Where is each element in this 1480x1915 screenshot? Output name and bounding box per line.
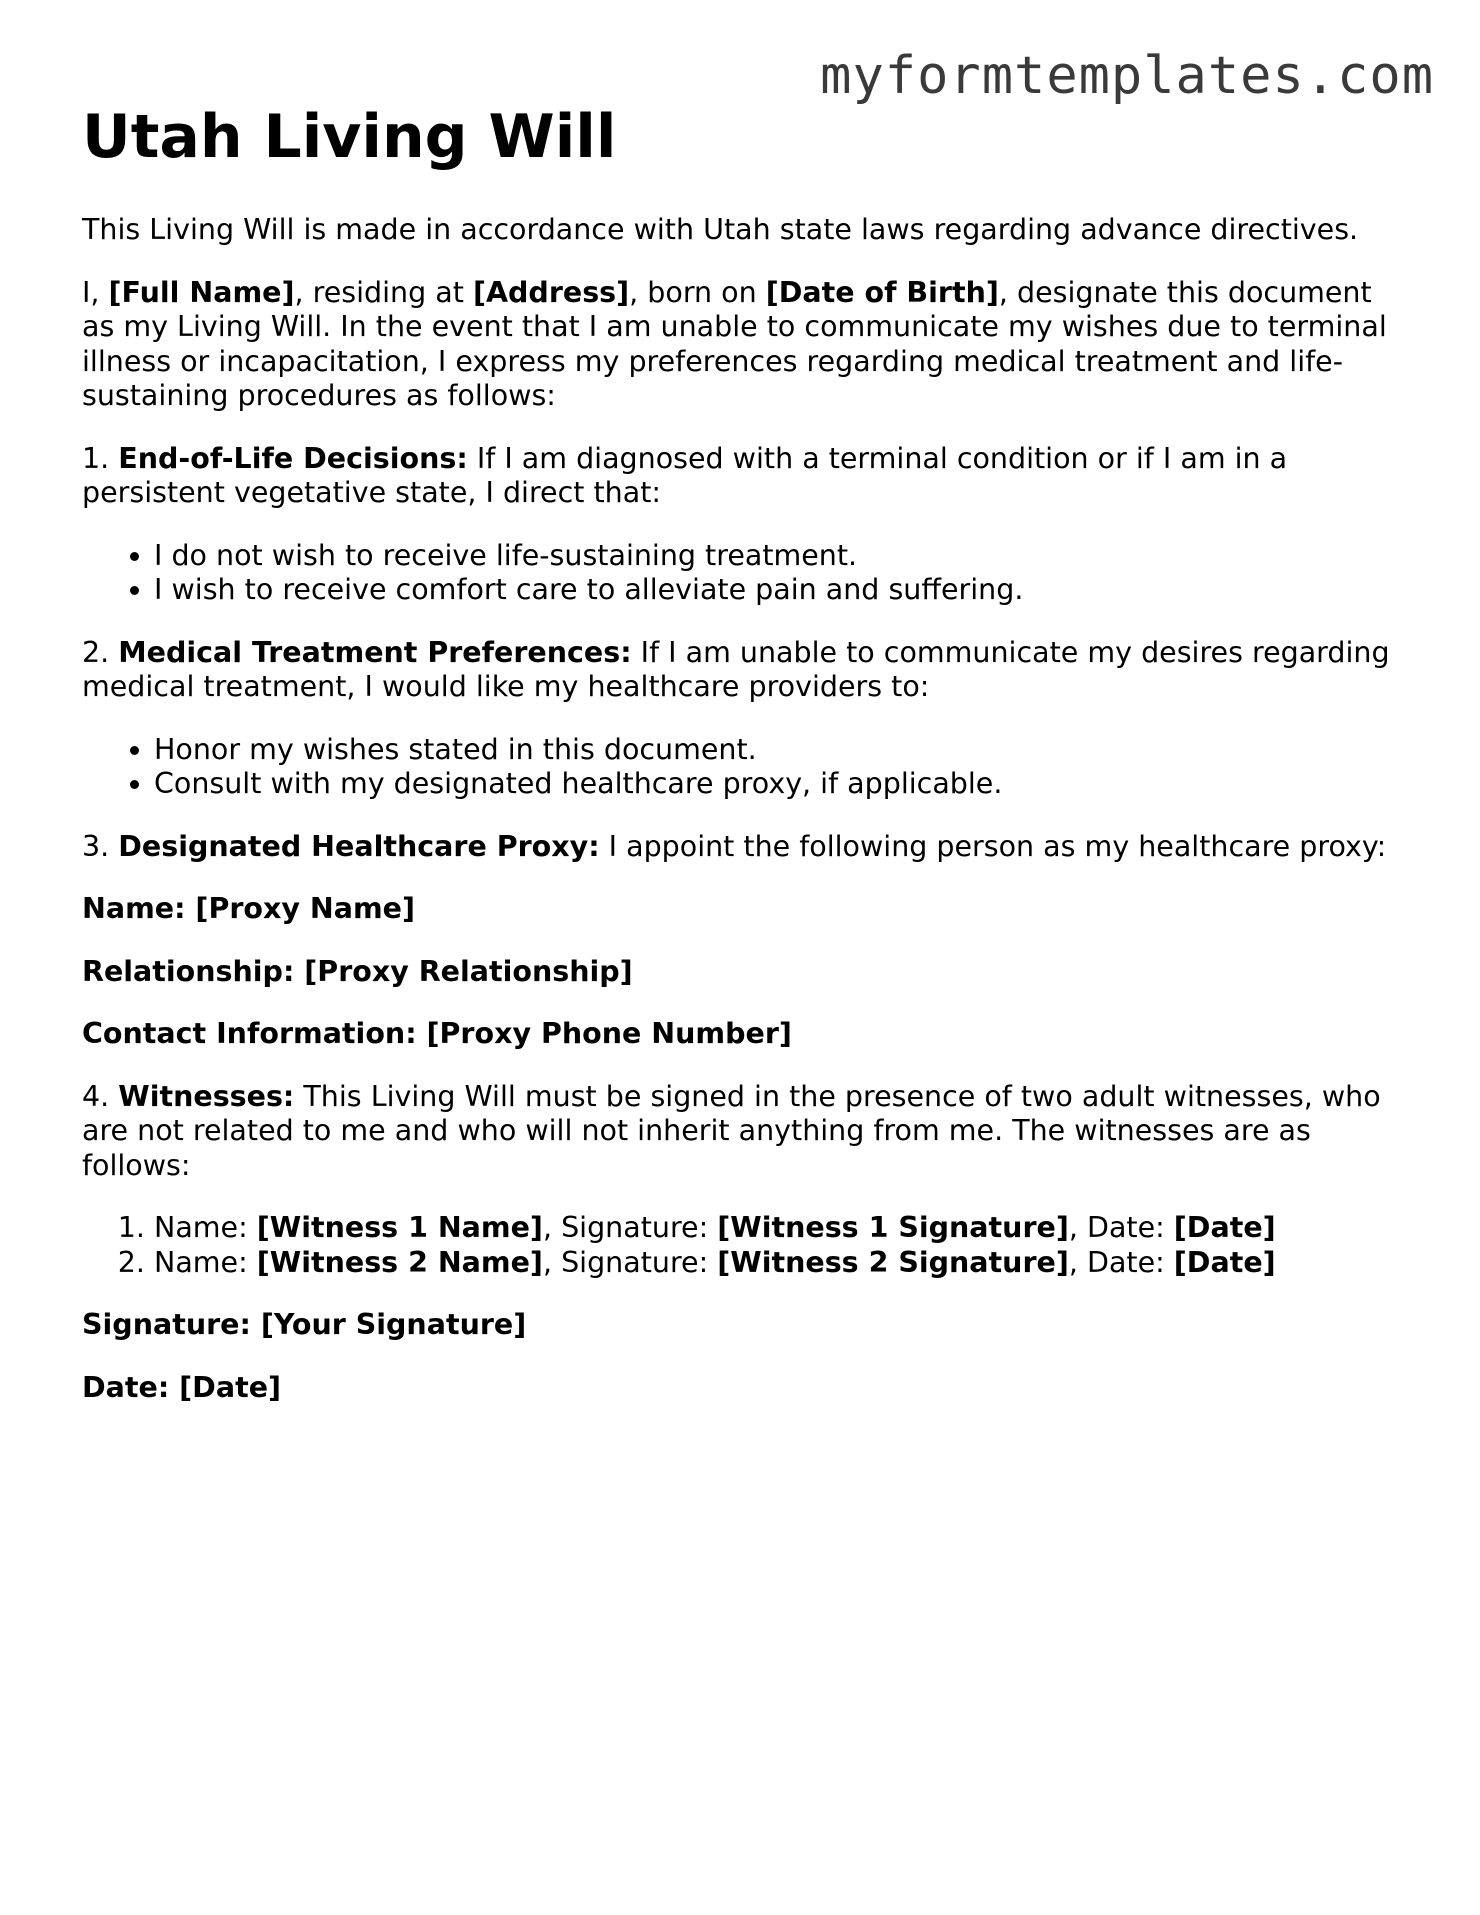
declaration-paragraph [82, 276, 1402, 414]
list-item: • Honor my wishes stated in this document. [154, 733, 1402, 768]
proxy-relationship-field [82, 955, 1402, 990]
witness-name-placeholder: [Witness 1 Name] [256, 1211, 543, 1244]
section-text: This Living Will must be signed in the presence of two adult witnesses, who are not related to me and who will not inherit anything from me. The witnesses are as follows: [82, 1079, 1381, 1182]
section-heading: Witnesses: [118, 1079, 295, 1113]
intro-paragraph: This Living Will is made in accordance with Utah state laws regarding advance directives. [82, 213, 1359, 246]
witness-signature-label: , Signature: [542, 1211, 718, 1244]
declaration-residing: , residing at [294, 275, 473, 309]
proxy-name-field [82, 892, 1402, 927]
section-heading: End-of-Life Decisions: [118, 441, 468, 475]
declaration-prefix: I, [82, 275, 109, 309]
witness-date-placeholder: [Date] [1173, 1211, 1276, 1244]
date-field [82, 1371, 1402, 1406]
section-healthcare-proxy [82, 830, 1402, 865]
document-body [82, 100, 1402, 1433]
list-item: • I wish to receive comfort care to alleviate pain and suffering. [154, 573, 1402, 608]
declaration-rest: , designate this document as my Living Will. In the event that I am unable to communicate my wishes due to terminal illness or incapacitation, I express my preferences regarding medical treatment and life-sustaining procedures as follows: [82, 275, 1387, 412]
witness-name-label: Name: [154, 1211, 257, 1244]
witness-signature-placeholder: [Witness 1 Signature] [717, 1211, 1069, 1244]
witness-date-label: , Date: [1068, 1245, 1174, 1279]
witness-date-placeholder: [Date] [1173, 1245, 1276, 1279]
declaration-born: , born on [629, 275, 766, 309]
proxy-contact-field [82, 1017, 1402, 1052]
medical-treatment-list [82, 733, 1402, 802]
witness-name-placeholder: [Witness 2 Name] [256, 1245, 543, 1279]
section-heading: Designated Healthcare Proxy: [118, 829, 600, 863]
address-placeholder: [Address] [472, 275, 630, 309]
site-watermark: myformtemplates.com [820, 46, 1434, 106]
section-end-of-life [82, 442, 1402, 511]
proxy-contact-label: Contact Information: [Proxy Phone Number] [82, 1017, 792, 1050]
list-item: • Consult with my designated healthcare proxy, if applicable. [154, 767, 1402, 802]
proxy-relationship-label: Relationship: [Proxy Relationship] [82, 954, 633, 988]
section-text: If I am unable to communicate my desires regarding medical treatment, I would like my healthcare providers to: [82, 635, 1390, 703]
witness-list [82, 1211, 1402, 1280]
witness-name-label: Name: [154, 1245, 257, 1279]
section-number: 2. [82, 635, 119, 669]
section-number: 4. [82, 1079, 119, 1113]
signature-label: Signature: [Your Signature] [82, 1308, 527, 1341]
witness-row [154, 1246, 1402, 1281]
section-number: 3. [82, 829, 119, 863]
dob-placeholder: [Date of Birth] [765, 275, 999, 309]
section-witnesses [82, 1080, 1402, 1184]
signature-field [82, 1308, 1402, 1343]
section-number: 1. [82, 441, 119, 475]
witness-row [154, 1211, 1402, 1246]
full-name-placeholder: [Full Name] [108, 275, 295, 309]
witness-signature-placeholder: [Witness 2 Signature] [717, 1245, 1069, 1279]
proxy-name-label: Name: [Proxy Name] [82, 892, 415, 925]
witness-signature-label: , Signature: [542, 1245, 718, 1279]
witness-date-label: , Date: [1068, 1211, 1174, 1244]
section-medical-treatment [82, 636, 1402, 705]
section-heading: Medical Treatment Preferences: [118, 635, 632, 669]
list-item: • I do not wish to receive life-sustaining treatment. [154, 539, 1402, 574]
document-title: Utah Living Will [82, 102, 617, 172]
section-text: I appoint the following person as my healthcare proxy: [599, 829, 1387, 863]
end-of-life-list [82, 539, 1402, 608]
date-label: Date: [Date] [82, 1370, 282, 1404]
section-text: If I am diagnosed with a terminal condition or if I am in a persistent vegetative state, I direct that: [82, 441, 1288, 509]
